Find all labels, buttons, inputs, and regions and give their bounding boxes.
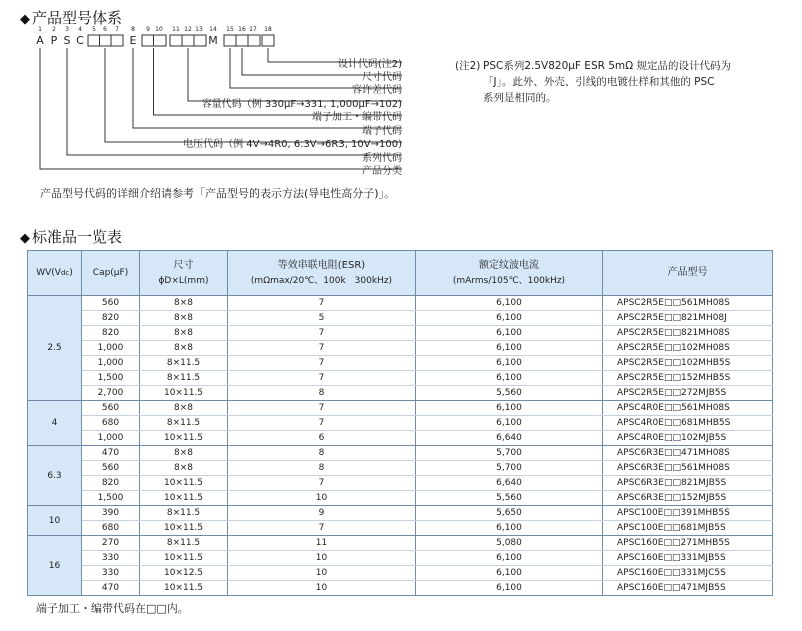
part-number-suffix: 561MH08S [681,463,730,473]
header-ripple: 额定纹波电流 (mArms/105℃、100kHz) [416,251,603,296]
table-row [28,491,773,506]
part-number-box-placeholder: □□ [663,433,681,443]
part-number-suffix: 331MJC5S [680,568,726,578]
part-number-suffix: 152MJB5S [681,493,727,503]
header-size: 尺寸 ϕD×L(mm) [140,251,228,296]
position-number: 8 [131,26,135,33]
position-number: 13 [195,26,203,33]
part-number-suffix: 681MHB5S [681,418,731,428]
part-number-prefix: APSC2R5E [617,298,664,308]
part-number-suffix: 681MJB5S [680,523,726,533]
model-code-reference: 产品型号代码的详细介绍请参考「产品型号的表示方法(导电性高分子)」。 [40,187,396,200]
cell-size: 10×11.5 [140,551,228,566]
note-line-2: 「J」。此外、外壳、引线的电镀仕样和其他的 PSC [483,76,715,88]
cell-part-number [603,461,773,476]
part-number-box-placeholder: □□ [663,448,681,458]
part-number-box-placeholder: □□ [663,358,681,368]
cell-cap: 1,500 [82,491,140,506]
fixed-letter: S [63,34,71,47]
table-row [28,551,773,566]
position-number: 14 [209,26,217,33]
part-number-box-placeholder: □□ [663,478,681,488]
table-row [28,521,773,536]
part-number-suffix: 271MHB5S [680,538,730,548]
note-line-3: 系列是相同的。 [483,92,557,104]
table-row [28,356,773,371]
table-row [28,371,773,386]
label-voltage-code: 电压代码（例 4V→4R0, 6.3V→6R3, 10V→100) [183,139,402,150]
cell-size: 10×11.5 [140,491,228,506]
part-number-box-placeholder: □□ [663,568,681,578]
cell-ripple: 6,100 [416,326,603,341]
cell-part-number [603,446,773,461]
label-series-code: 系列代码 [362,153,402,164]
part-number-suffix: 102MH08S [681,343,730,353]
cell-size: 8×11.5 [140,356,228,371]
header-part-number: 产品型号 [603,251,773,296]
section-title-standard-list: ◆ 标准品一览表 [20,228,123,246]
table-row [28,476,773,491]
cell-part-number [603,521,773,536]
cell-ripple: 6,100 [416,401,603,416]
cell-esr: 7 [228,416,416,431]
cell-cap: 560 [82,296,140,311]
table-row [28,296,773,311]
part-number-prefix: APSC4R0E [617,433,664,443]
cell-esr: 7 [228,341,416,356]
cell-part-number [603,551,773,566]
cell-cap: 560 [82,461,140,476]
part-number-box-placeholder: □□ [663,298,681,308]
cell-ripple: 6,100 [416,581,603,596]
part-number-suffix: 102MHB5S [681,358,731,368]
part-number-prefix: APSC2R5E [617,313,664,323]
part-number-suffix: 561MH08S [681,403,730,413]
cell-esr: 8 [228,386,416,401]
part-number-prefix: APSC2R5E [617,328,664,338]
part-number-box-placeholder: □□ [663,553,681,563]
note-tag: (注2) [455,60,481,72]
cell-ripple: 6,100 [416,356,603,371]
part-number-prefix: APSC4R0E [617,418,664,428]
cell-ripple: 6,100 [416,416,603,431]
part-number-suffix: 391MHB5S [680,508,730,518]
fixed-letter: P [50,34,58,47]
fixed-letter: C [76,34,84,47]
table-row [28,446,773,461]
cell-part-number [603,401,773,416]
cell-size: 8×8 [140,461,228,476]
part-number-prefix: APSC6R3E [617,493,664,503]
cell-part-number [603,341,773,356]
cell-cap: 1,000 [82,341,140,356]
part-number-suffix: 471MH08S [681,448,730,458]
cell-size: 8×8 [140,401,228,416]
table-row [28,401,773,416]
cell-cap: 1,000 [82,356,140,371]
cell-esr: 7 [228,476,416,491]
position-number: 12 [184,26,192,33]
code-box [170,35,206,46]
table-row [28,581,773,596]
part-number-box-placeholder: □□ [663,418,681,428]
cell-part-number [603,491,773,506]
part-number-prefix: APSC6R3E [617,463,664,473]
position-number: 3 [65,26,69,33]
cell-size: 10×11.5 [140,476,228,491]
part-number-suffix: 471MJB5S [680,583,726,593]
cell-size: 8×8 [140,311,228,326]
part-number-box-placeholder: □□ [663,328,681,338]
table-row [28,311,773,326]
position-number: 1 [38,26,42,33]
cell-ripple: 5,650 [416,506,603,521]
fixed-letter: A [36,34,44,47]
part-number-box-placeholder: □□ [663,388,681,398]
cell-ripple: 5,700 [416,446,603,461]
cell-wv: 4 [28,401,82,446]
position-number: 17 [249,26,257,33]
part-number-suffix: 821MJB5S [681,478,727,488]
note-2 [455,58,755,106]
cell-part-number [603,356,773,371]
cell-cap: 820 [82,476,140,491]
position-number: 10 [155,26,163,33]
cell-esr: 6 [228,431,416,446]
part-number-prefix: APSC6R3E [617,448,664,458]
footnote: 端子加工・编带代码在□□内。 [36,602,189,615]
cell-esr: 7 [228,521,416,536]
header-esr: 等效串联电阻(ESR) (mΩmax/20℃、100k 300kHz) [228,251,416,296]
section-title-model-code: ◆ 产品型号体系 [20,9,123,27]
cell-esr: 7 [228,296,416,311]
cell-esr: 9 [228,506,416,521]
cell-part-number [603,476,773,491]
cell-ripple: 5,080 [416,536,603,551]
cell-part-number [603,416,773,431]
cell-ripple: 6,100 [416,566,603,581]
position-number: 15 [226,26,234,33]
part-number-prefix: APSC2R5E [617,388,664,398]
cell-esr: 7 [228,356,416,371]
cell-wv: 2.5 [28,296,82,401]
part-number-prefix: APSC4R0E [617,403,664,413]
part-number-prefix: APSC2R5E [617,373,664,383]
part-number-box-placeholder: □□ [663,403,681,413]
part-number-box-placeholder: □□ [663,538,681,548]
part-number-box-placeholder: □□ [663,343,681,353]
cell-esr: 8 [228,461,416,476]
cell-esr: 10 [228,491,416,506]
cell-part-number [603,296,773,311]
cell-ripple: 6,100 [416,521,603,536]
table-header-row [28,251,773,296]
table-row [28,461,773,476]
cell-size: 8×8 [140,341,228,356]
table-row [28,326,773,341]
part-number-suffix: 561MH08S [681,298,730,308]
cell-cap: 820 [82,311,140,326]
cell-cap: 390 [82,506,140,521]
cell-cap: 2,700 [82,386,140,401]
position-number: 6 [103,26,107,33]
part-number-prefix: APSC160E [617,568,664,578]
cell-cap: 820 [82,326,140,341]
cell-size: 8×11.5 [140,416,228,431]
cell-part-number [603,311,773,326]
cell-esr: 10 [228,566,416,581]
cell-cap: 330 [82,566,140,581]
cell-ripple: 6,100 [416,341,603,356]
fixed-letter: E [129,34,137,47]
cell-cap: 680 [82,416,140,431]
cell-size: 10×11.5 [140,386,228,401]
table-row [28,416,773,431]
table-row [28,386,773,401]
cell-size: 8×11.5 [140,536,228,551]
cell-cap: 1,500 [82,371,140,386]
cell-ripple: 6,100 [416,371,603,386]
position-number: 16 [238,26,246,33]
part-number-suffix: 102MJB5S [681,433,727,443]
part-number-prefix: APSC160E [617,553,664,563]
cell-cap: 470 [82,581,140,596]
table-row [28,506,773,521]
cell-ripple: 6,100 [416,311,603,326]
label-design-code: 设计代码(注2) [337,59,402,70]
cell-part-number [603,371,773,386]
part-number-box-placeholder: □□ [663,493,681,503]
cell-wv: 10 [28,506,82,536]
cell-esr: 10 [228,581,416,596]
cell-part-number [603,386,773,401]
part-number-box-placeholder: □□ [663,523,681,533]
diamond-bullet-icon: ◆ [20,231,30,246]
label-capacitance-code: 容量代码（例 330μF→331, 1,000μF→102) [201,99,402,110]
part-number-suffix: 821MH08S [681,328,730,338]
code-box [88,35,123,46]
part-number-prefix: APSC6R3E [617,478,664,488]
part-number-box-placeholder: □□ [663,583,681,593]
cell-part-number [603,326,773,341]
position-number: 7 [115,26,119,33]
part-number-suffix: 821MH08J [681,313,727,323]
cell-wv: 16 [28,536,82,596]
code-box [224,35,260,46]
cell-ripple: 6,100 [416,551,603,566]
cell-size: 8×8 [140,326,228,341]
part-number-prefix: APSC160E [617,583,664,593]
cell-size: 8×8 [140,446,228,461]
cell-ripple: 5,560 [416,386,603,401]
cell-size: 8×8 [140,296,228,311]
cell-part-number [603,581,773,596]
label-terminal-code: 端子代码 [362,126,402,137]
cell-wv: 6.3 [28,446,82,506]
cell-esr: 5 [228,311,416,326]
cell-esr: 7 [228,371,416,386]
code-box [262,35,274,46]
cell-size: 8×11.5 [140,506,228,521]
header-wv: WV(Vdc) [28,251,82,296]
position-number: 5 [92,26,96,33]
table-row [28,341,773,356]
header-cap: Cap(μF) [82,251,140,296]
table-row [28,536,773,551]
cell-esr: 7 [228,326,416,341]
cell-ripple: 5,700 [416,461,603,476]
cell-cap: 1,000 [82,431,140,446]
part-number-suffix: 152MHB5S [681,373,731,383]
cell-size: 10×12.5 [140,566,228,581]
cell-size: 10×11.5 [140,521,228,536]
cell-esr: 11 [228,536,416,551]
cell-esr: 8 [228,446,416,461]
position-number: 18 [264,26,272,33]
part-number-suffix: 272MJB5S [681,388,727,398]
position-number: 9 [146,26,150,33]
part-number-prefix: APSC100E [617,508,664,518]
cell-esr: 10 [228,551,416,566]
label-tolerance-code: 容许差代码 [352,85,402,96]
cell-size: 10×11.5 [140,431,228,446]
cell-cap: 270 [82,536,140,551]
cell-part-number [603,431,773,446]
part-number-suffix: 331MJB5S [680,553,726,563]
standard-products-table [27,250,773,596]
label-product-class: 产品分类 [362,166,402,177]
table-row [28,566,773,581]
position-number: 4 [78,26,82,33]
part-number-prefix: APSC2R5E [617,343,664,353]
cell-part-number [603,566,773,581]
label-size-code: 尺寸代码 [362,72,402,83]
part-number-box-placeholder: □□ [663,508,681,518]
note-line-1: PSC系列2.5V820μF ESR 5mΩ 规定品的设计代码为 [483,60,732,72]
part-number-prefix: APSC2R5E [617,358,664,368]
cell-ripple: 6,640 [416,431,603,446]
diamond-bullet-icon: ◆ [20,12,30,27]
label-terminal-taping-code: 端子加工・编带代码 [312,112,402,123]
cell-cap: 560 [82,401,140,416]
part-number-prefix: APSC100E [617,523,664,533]
part-number-box-placeholder: □□ [663,463,681,473]
part-number-box-placeholder: □□ [663,373,681,383]
part-number-prefix: APSC160E [617,538,664,548]
cell-part-number [603,536,773,551]
part-number-box-placeholder: □□ [663,313,681,323]
cell-cap: 470 [82,446,140,461]
cell-size: 8×11.5 [140,371,228,386]
table-row [28,431,773,446]
cell-cap: 680 [82,521,140,536]
cell-cap: 330 [82,551,140,566]
cell-size: 10×11.5 [140,581,228,596]
fixed-letter: M [208,34,218,47]
position-number: 11 [172,26,180,33]
cell-part-number [603,506,773,521]
position-number: 2 [52,26,56,33]
cell-esr: 7 [228,401,416,416]
cell-ripple: 5,560 [416,491,603,506]
cell-ripple: 6,640 [416,476,603,491]
cell-ripple: 6,100 [416,296,603,311]
